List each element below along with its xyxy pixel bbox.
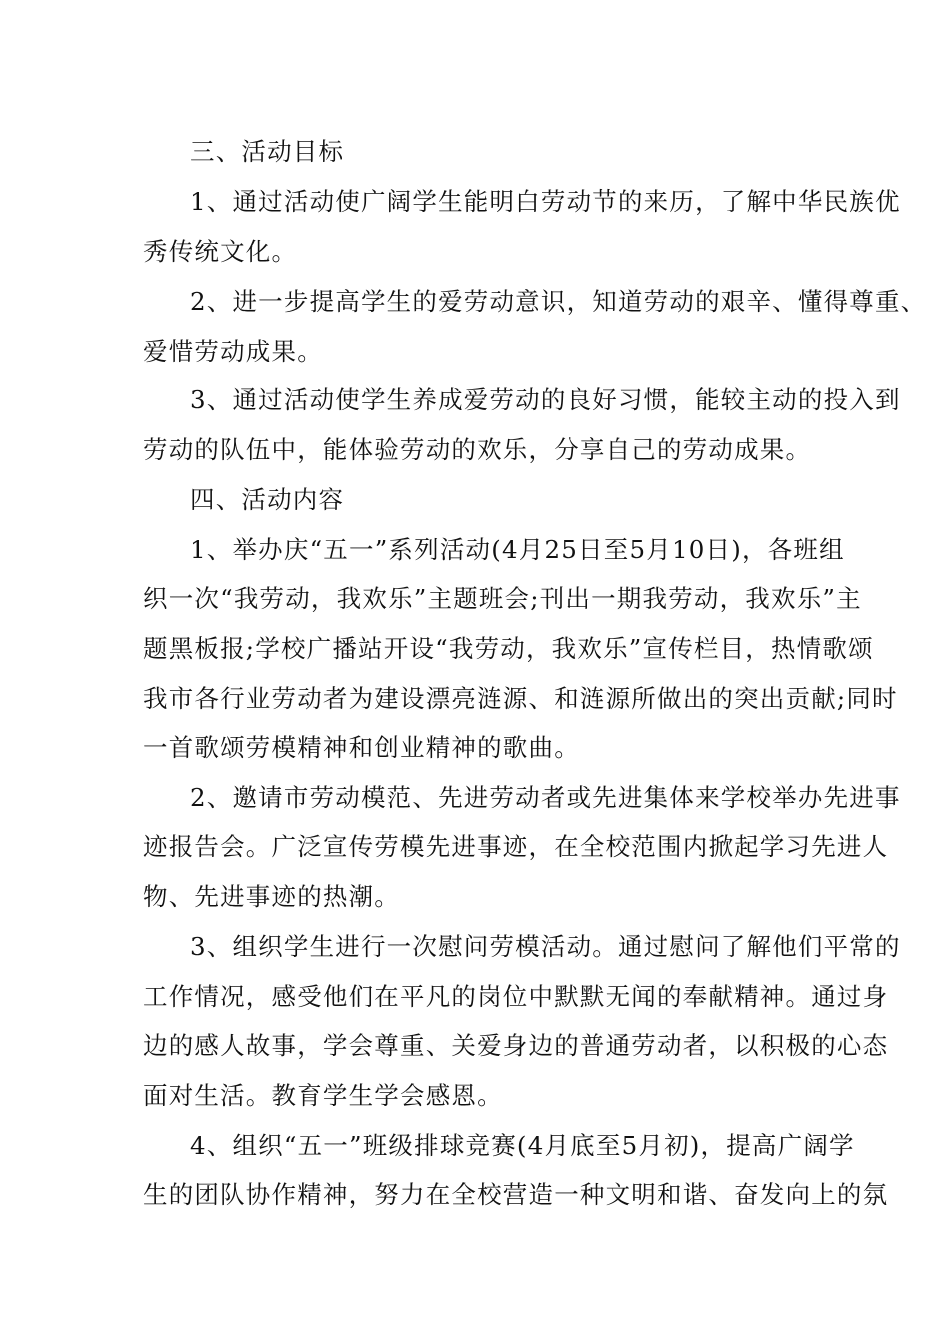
paragraph-line: 题黑板报;学校广播站开设“我劳动，我欢乐”宣传栏目，热情歌颂	[143, 634, 874, 663]
paragraph-line: 2、邀请市劳动模范、先进劳动者或先进集体来学校举办先进事	[190, 783, 901, 812]
paragraph-line: 劳动的队伍中，能体验劳动的欢乐，分享自己的劳动成果。	[143, 435, 812, 464]
paragraph-line: 面对生活。教育学生学会感恩。	[143, 1081, 503, 1110]
paragraph-line: 生的团队协作精神，努力在全校营造一种文明和谐、奋发向上的氛	[143, 1180, 889, 1209]
paragraph-line: 爱惜劳动成果。	[143, 337, 323, 366]
section-heading-goals: 三、活动目标	[190, 137, 345, 166]
paragraph-line: 一首歌颂劳模精神和创业精神的歌曲。	[143, 733, 580, 762]
paragraph-line: 3、通过活动使学生养成爱劳动的良好习惯，能较主动的投入到	[190, 385, 901, 414]
paragraph-line: 1、通过活动使广阔学生能明白劳动节的来历，了解中华民族优	[190, 187, 901, 216]
paragraph-line: 2、进一步提高学生的爱劳动意识，知道劳动的艰辛、懂得尊重、	[190, 287, 927, 316]
paragraph-line: 织一次“我劳动，我欢乐”主题班会;刊出一期我劳动，我欢乐”主	[143, 584, 862, 613]
paragraph-line: 秀传统文化。	[143, 237, 298, 266]
paragraph-line: 1、举办庆“五一”系列活动(4月25日至5月10日)，各班组	[190, 535, 845, 564]
paragraph-line: 迹报告会。广泛宣传劳模先进事迹，在全校范围内掀起学习先进人	[143, 832, 889, 861]
paragraph-line: 物、先进事迹的热潮。	[143, 882, 400, 911]
paragraph-line: 4、组织“五一”班级排球竞赛(4月底至5月初)，提高广阔学	[190, 1131, 855, 1160]
paragraph-line: 工作情况，感受他们在平凡的岗位中默默无闻的奉献精神。通过身	[143, 982, 889, 1011]
paragraph-line: 我市各行业劳动者为建设漂亮涟源、和涟源所做出的突出贡献;同时	[143, 684, 898, 713]
section-heading-content: 四、活动内容	[190, 485, 345, 514]
paragraph-line: 3、组织学生进行一次慰问劳模活动。通过慰问了解他们平常的	[190, 932, 901, 961]
paragraph-line: 边的感人故事，学会尊重、关爱身边的普通劳动者，以积极的心态	[143, 1031, 889, 1060]
